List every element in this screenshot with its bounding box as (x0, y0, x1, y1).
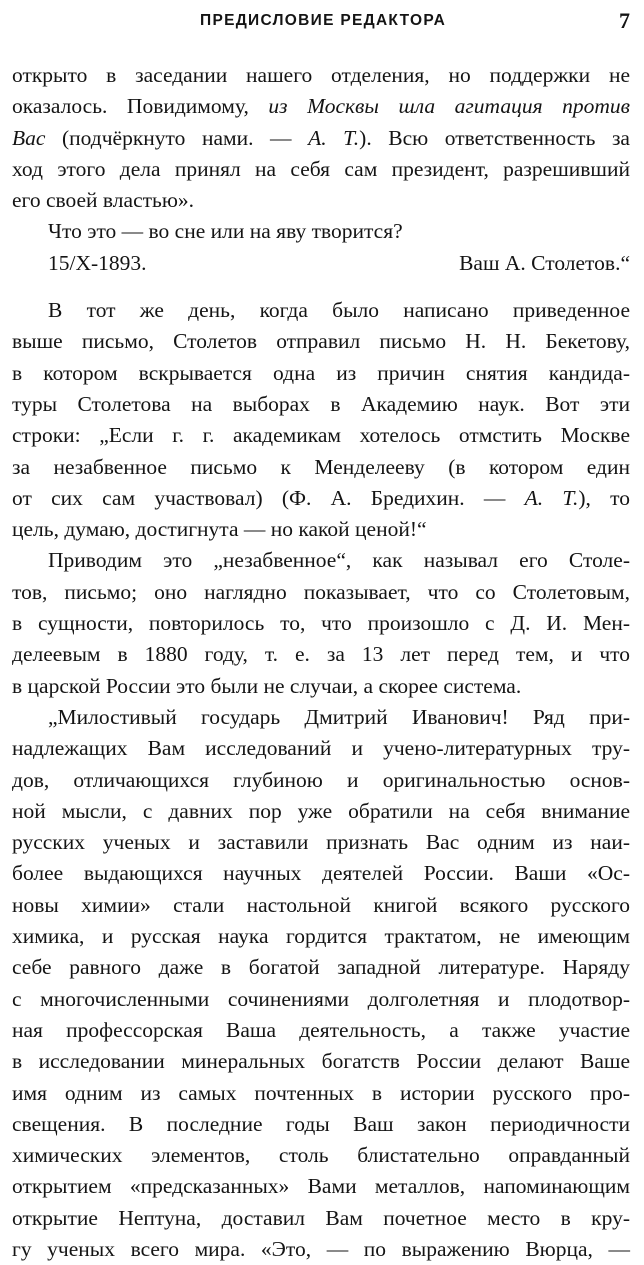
italic-emphasis: из Москвы шла агитация против (268, 94, 630, 119)
text-line: делеевым в 1880 году, т. е. за 13 лет перед тем, и что (12, 642, 630, 667)
initials: А. Т. (308, 125, 360, 150)
text-line: открытием «предсказанных» Вами металлов, напоминающим (12, 1174, 630, 1199)
letter-signoff (12, 248, 630, 279)
text-line: надлежащих Вам исследований и учено-литературных тру- (12, 736, 630, 761)
text-line: гу ученых всего мира. «Это, — по выражению Вюрца, — (12, 1236, 630, 1261)
page-header (0, 8, 644, 38)
initials: А. Т. (524, 485, 579, 510)
text-line: более выдающихся научных деятелей России. Ваши «Ос- (12, 861, 630, 886)
body-text (12, 60, 630, 1265)
text-line: русских ученых и заставили признать Вас одним из наи- (12, 830, 630, 855)
text-line: „Милостивый государь Дмитрий Иванович! Ряд при- (48, 704, 630, 729)
paragraph-gap (12, 279, 630, 295)
text-line: тов, письмо; оно наглядно показывает, что со Столетовым, (12, 579, 630, 604)
text-line: Приводим это „незабвенное“, как называл его Столе- (48, 548, 630, 573)
text-line: химика, и русская наука гордится трактатом, не имеющим (12, 924, 630, 949)
text-line: Вас (подчёркнуто нами. — А. Т.). Всю ответственность за (12, 125, 630, 150)
text-line: свещения. В последние годы Ваш закон периодичности (12, 1111, 630, 1136)
text-line: себе равного даже в богатой западной литературе. Наряду (12, 955, 630, 980)
text-line: в царской России это были не случаи, а скорее система. (12, 673, 522, 698)
letter-signature: Ваш А. Столетов.“ (459, 250, 630, 275)
text-line: оказалось. Повидимому, из Москвы шла агитация против (12, 94, 630, 119)
text-line: за незабвенное письмо к Менделееву (в котором един (12, 454, 630, 479)
text-line: новы химии» стали настольной книгой всякого русского (12, 892, 630, 917)
text-line: Что это — во сне или на яву творится? (48, 219, 403, 244)
text-line: химических элементов, столь блистательно оправданный (12, 1143, 630, 1168)
text-line: от сих сам участвовал) (Ф. А. Бредихин. — А. Т.), то (12, 485, 630, 510)
text-line: строки: „Если г. г. академикам хотелось отмстить Москве (12, 423, 630, 448)
text-line: открыто в заседании нашего отделения, но поддержки не (12, 63, 630, 87)
running-title: ПРЕДИСЛОВИЕ РЕДАКТОРА (200, 12, 447, 29)
text-line: в сущности, повторилось то, что произошло с Д. И. Мен- (12, 611, 630, 636)
letter-date: 15/X-1893. (48, 250, 147, 275)
text-line: туры Столетова на выборах в Академию наук. Вот эти (12, 391, 630, 416)
text-line: ход этого дела принял на себя сам президент, разрешивший (12, 156, 630, 181)
text-line: с многочисленными сочинениями долголетняя и плодотвор- (12, 986, 630, 1011)
text-line: его своей властью». (12, 188, 195, 213)
text-line: в исследовании минеральных богатств России делают Ваше (12, 1049, 630, 1074)
page-number: 7 (619, 8, 630, 33)
italic-emphasis: Вас (12, 125, 46, 150)
text-line: имя одним из самых почтенных в истории русского про- (12, 1080, 630, 1105)
text-line: В тот же день, когда было написано приведенное (48, 298, 630, 323)
text-line: в котором вскрывается одна из причин снятия кандида- (12, 360, 630, 385)
text-line: цель, думаю, достигнута — но какой ценой!“ (12, 517, 427, 542)
text-line: выше письмо, Столетов отправил письмо Н. Н. Бекетову, (12, 329, 630, 354)
text-line: ная профессорская Ваша деятельность, а также участие (12, 1017, 630, 1042)
text-line: открытие Нептуна, доставил Вам почетное место в кру- (12, 1205, 630, 1230)
text-line: ной мысли, с давних пор уже обратили на себя внимание (12, 798, 630, 823)
text-line: дов, отличающихся глубиною и оригинальностью основ- (12, 767, 630, 792)
